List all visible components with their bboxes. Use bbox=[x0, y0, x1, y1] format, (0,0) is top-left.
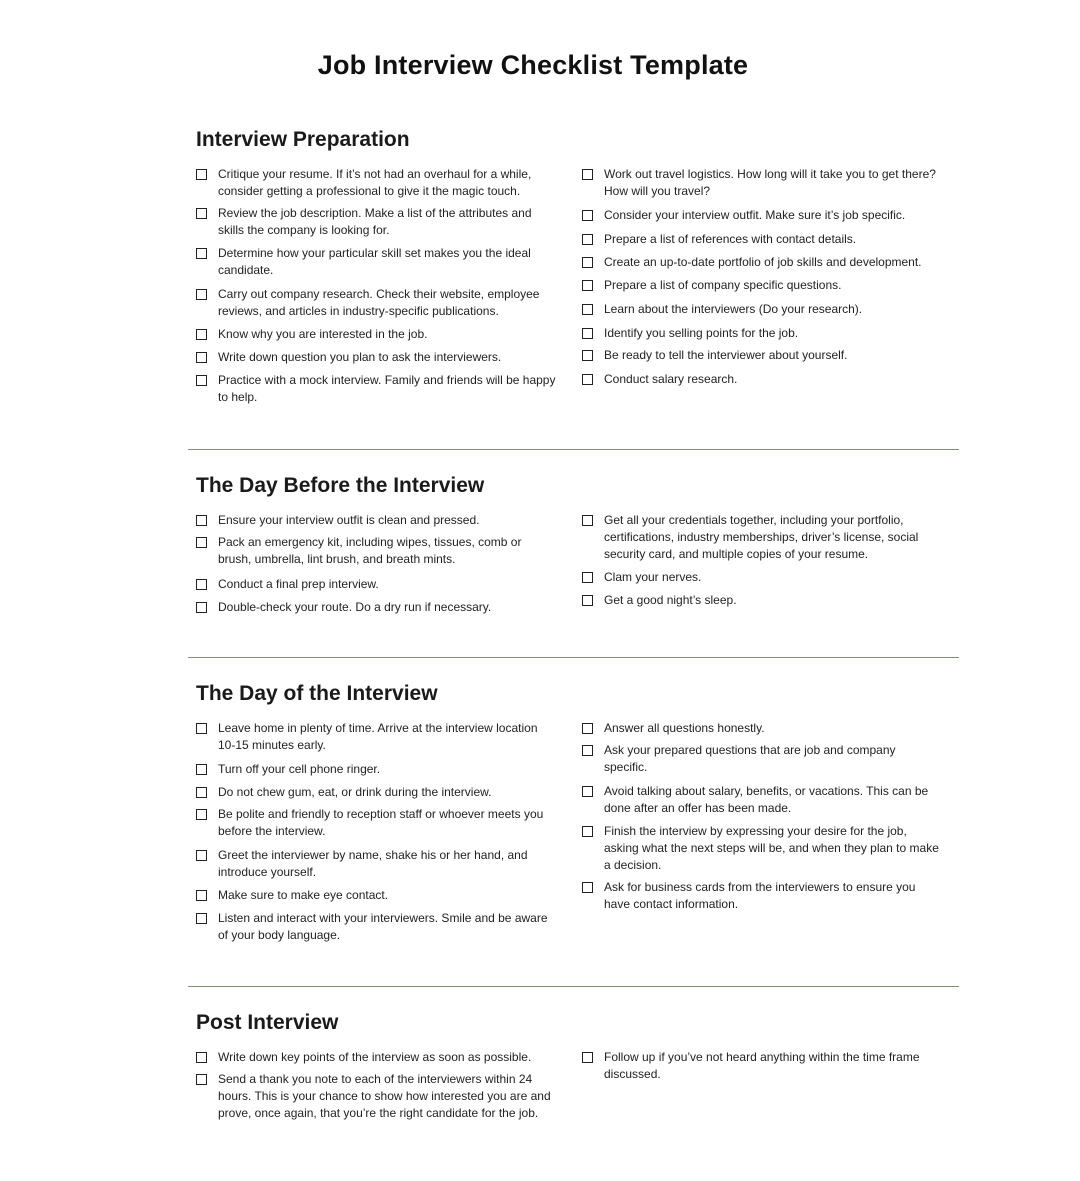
checkbox-icon[interactable] bbox=[196, 208, 207, 219]
item-text: Finish the interview by expressing your desire for the job, asking what the next steps will be, and when they plan to make a decision. bbox=[604, 824, 939, 872]
checkbox-icon[interactable] bbox=[582, 304, 593, 315]
checklist-item[interactable] bbox=[196, 512, 556, 529]
checkbox-icon[interactable] bbox=[582, 234, 593, 245]
checklist-item[interactable] bbox=[582, 325, 942, 342]
item-text: Consider your interview outfit. Make sure it’s job specific. bbox=[604, 208, 906, 222]
item-text: Prepare a list of references with contact details. bbox=[604, 232, 857, 246]
item-text: Conduct salary research. bbox=[604, 372, 738, 386]
section-divider bbox=[188, 449, 959, 450]
checkbox-icon[interactable] bbox=[582, 595, 593, 606]
checklist-item[interactable] bbox=[196, 887, 556, 904]
item-text: Critique your resume. If it’s not had an overhaul for a while, consider getting a professional to give it the magic touch. bbox=[218, 167, 532, 198]
checklist-item[interactable] bbox=[196, 245, 556, 279]
item-text: Turn off your cell phone ringer. bbox=[218, 762, 381, 776]
item-text: Review the job description. Make a list of the attributes and skills the company is looking for. bbox=[218, 206, 532, 237]
checkbox-icon[interactable] bbox=[196, 537, 207, 548]
checkbox-icon[interactable] bbox=[582, 572, 593, 583]
checkbox-icon[interactable] bbox=[582, 374, 593, 385]
checklist-item[interactable] bbox=[196, 205, 556, 239]
checklist-item[interactable] bbox=[582, 1049, 942, 1083]
checklist-item[interactable] bbox=[582, 879, 942, 913]
checklist-item[interactable] bbox=[196, 576, 556, 593]
checkbox-icon[interactable] bbox=[196, 809, 207, 820]
section-divider bbox=[188, 986, 959, 987]
item-text: Listen and interact with your interviewers. Smile and be aware of your body language. bbox=[218, 911, 548, 942]
item-text: Get all your credentials together, including your portfolio, certifications, industry memberships, driver’s license, social security card, and multiple copies of your resume. bbox=[604, 513, 919, 561]
checklist-item[interactable] bbox=[196, 326, 556, 343]
checkbox-icon[interactable] bbox=[196, 890, 207, 901]
section-interview-preparation bbox=[196, 127, 956, 153]
checklist-item[interactable] bbox=[582, 371, 942, 388]
section-heading: Interview Preparation bbox=[196, 128, 410, 151]
item-text: Learn about the interviewers (Do your research). bbox=[604, 302, 863, 316]
checklist-item[interactable] bbox=[196, 847, 556, 881]
item-text: Pack an emergency kit, including wipes, tissues, comb or brush, umbrella, lint brush, and breath mints. bbox=[218, 535, 522, 566]
item-text: Get a good night’s sleep. bbox=[604, 593, 737, 607]
item-text: Know why you are interested in the job. bbox=[218, 327, 428, 341]
section-heading: The Day of the Interview bbox=[196, 682, 438, 705]
checkbox-icon[interactable] bbox=[196, 1052, 207, 1063]
item-text: Do not chew gum, eat, or drink during the interview. bbox=[218, 785, 492, 799]
checkbox-icon[interactable] bbox=[582, 786, 593, 797]
checklist-item[interactable] bbox=[582, 166, 942, 200]
checklist-item[interactable] bbox=[582, 254, 942, 271]
checkbox-icon[interactable] bbox=[196, 169, 207, 180]
item-text: Create an up-to-date portfolio of job skills and development. bbox=[604, 255, 922, 269]
item-text: Ask your prepared questions that are job and company specific. bbox=[604, 743, 896, 774]
checkbox-icon[interactable] bbox=[196, 602, 207, 613]
item-text: Work out travel logistics. How long will it take you to get there? How will you travel? bbox=[604, 167, 936, 198]
checklist-item[interactable] bbox=[196, 166, 556, 200]
item-text: Write down question you plan to ask the interviewers. bbox=[218, 350, 502, 364]
checklist-item[interactable] bbox=[196, 1049, 556, 1066]
item-text: Carry out company research. Check their website, employee reviews, and articles in industry-specific publications. bbox=[218, 287, 540, 318]
section-heading: The Day Before the Interview bbox=[196, 474, 485, 497]
item-text: Be ready to tell the interviewer about yourself. bbox=[604, 348, 848, 362]
item-text: Prepare a list of company specific questions. bbox=[604, 278, 842, 292]
checklist-item[interactable] bbox=[196, 806, 556, 840]
item-text: Write down key points of the interview as soon as possible. bbox=[218, 1050, 532, 1064]
checklist-item[interactable] bbox=[196, 349, 556, 366]
section-day-of bbox=[196, 681, 956, 707]
checkbox-icon[interactable] bbox=[196, 515, 207, 526]
checkbox-icon[interactable] bbox=[196, 850, 207, 861]
checkbox-icon[interactable] bbox=[582, 826, 593, 837]
checkbox-icon[interactable] bbox=[582, 1052, 593, 1063]
checkbox-icon[interactable] bbox=[196, 375, 207, 386]
item-text: Follow up if you’ve not heard anything within the time frame discussed. bbox=[604, 1050, 920, 1081]
checkbox-icon[interactable] bbox=[582, 210, 593, 221]
item-text: Practice with a mock interview. Family and friends will be happy to help. bbox=[218, 373, 556, 404]
checklist-item[interactable] bbox=[582, 823, 942, 874]
checkbox-icon[interactable] bbox=[196, 579, 207, 590]
item-text: Clam your nerves. bbox=[604, 570, 702, 584]
item-text: Identify you selling points for the job. bbox=[604, 326, 799, 340]
checkbox-icon[interactable] bbox=[196, 913, 207, 924]
checkbox-icon[interactable] bbox=[196, 787, 207, 798]
checklist-item[interactable] bbox=[196, 599, 556, 616]
checklist-item[interactable] bbox=[196, 784, 556, 801]
checklist-item[interactable] bbox=[196, 534, 556, 568]
item-text: Greet the interviewer by name, shake his or her hand, and introduce yourself. bbox=[218, 848, 528, 879]
item-text: Leave home in plenty of time. Arrive at the interview location 10-15 minutes early. bbox=[218, 721, 538, 752]
checklist-item[interactable] bbox=[196, 1071, 556, 1122]
checklist-item[interactable] bbox=[582, 347, 942, 364]
item-text: Make sure to make eye contact. bbox=[218, 888, 389, 902]
checklist-item[interactable] bbox=[582, 783, 942, 817]
item-text: Conduct a final prep interview. bbox=[218, 577, 379, 591]
page-title: Job Interview Checklist Template bbox=[317, 50, 749, 80]
section-heading: Post Interview bbox=[196, 1011, 339, 1034]
checklist-item[interactable] bbox=[582, 207, 942, 224]
checkbox-icon[interactable] bbox=[582, 169, 593, 180]
checkbox-icon[interactable] bbox=[582, 515, 593, 526]
checklist-item[interactable] bbox=[196, 720, 556, 754]
checkbox-icon[interactable] bbox=[582, 745, 593, 756]
checkbox-icon[interactable] bbox=[196, 764, 207, 775]
checklist-item[interactable] bbox=[196, 372, 556, 406]
checkbox-icon[interactable] bbox=[196, 248, 207, 259]
checkbox-icon[interactable] bbox=[582, 257, 593, 268]
item-text: Send a thank you note to each of the interviewers within 24 hours. This is your chance to show how interested you are and prove, once again, that you’re the right candidate for the job. bbox=[218, 1072, 551, 1120]
checklist-item[interactable] bbox=[582, 569, 942, 586]
checkbox-icon[interactable] bbox=[582, 280, 593, 291]
section-post-interview bbox=[196, 1010, 956, 1036]
checklist-item[interactable] bbox=[582, 512, 942, 563]
checklist-item[interactable] bbox=[196, 910, 556, 944]
checklist-item[interactable] bbox=[582, 720, 942, 737]
checklist-item[interactable] bbox=[582, 231, 942, 248]
checkbox-icon[interactable] bbox=[582, 350, 593, 361]
checklist-item[interactable] bbox=[582, 277, 942, 294]
checklist-item[interactable] bbox=[582, 742, 942, 776]
item-text: Be polite and friendly to reception staff or whoever meets you before the interview. bbox=[218, 807, 544, 838]
item-text: Ask for business cards from the interviewers to ensure you have contact information. bbox=[604, 880, 916, 911]
item-text: Ensure your interview outfit is clean and pressed. bbox=[218, 513, 480, 527]
section-day-before bbox=[196, 473, 956, 499]
section-divider bbox=[188, 657, 959, 658]
item-text: Determine how your particular skill set makes you the ideal candidate. bbox=[218, 246, 531, 277]
checkbox-icon[interactable] bbox=[196, 352, 207, 363]
checklist-item[interactable] bbox=[582, 301, 942, 318]
checkbox-icon[interactable] bbox=[196, 723, 207, 734]
checklist-item[interactable] bbox=[196, 761, 556, 778]
item-text: Double-check your route. Do a dry run if necessary. bbox=[218, 600, 492, 614]
item-text: Avoid talking about salary, benefits, or vacations. This can be done after an offer has been made. bbox=[604, 784, 929, 815]
checkbox-icon[interactable] bbox=[582, 328, 593, 339]
checkbox-icon[interactable] bbox=[196, 1074, 207, 1085]
checkbox-icon[interactable] bbox=[582, 882, 593, 893]
checklist-item[interactable] bbox=[196, 286, 556, 320]
checkbox-icon[interactable] bbox=[196, 289, 207, 300]
checklist-item[interactable] bbox=[582, 592, 942, 609]
checkbox-icon[interactable] bbox=[582, 723, 593, 734]
checkbox-icon[interactable] bbox=[196, 329, 207, 340]
item-text: Answer all questions honestly. bbox=[604, 721, 765, 735]
